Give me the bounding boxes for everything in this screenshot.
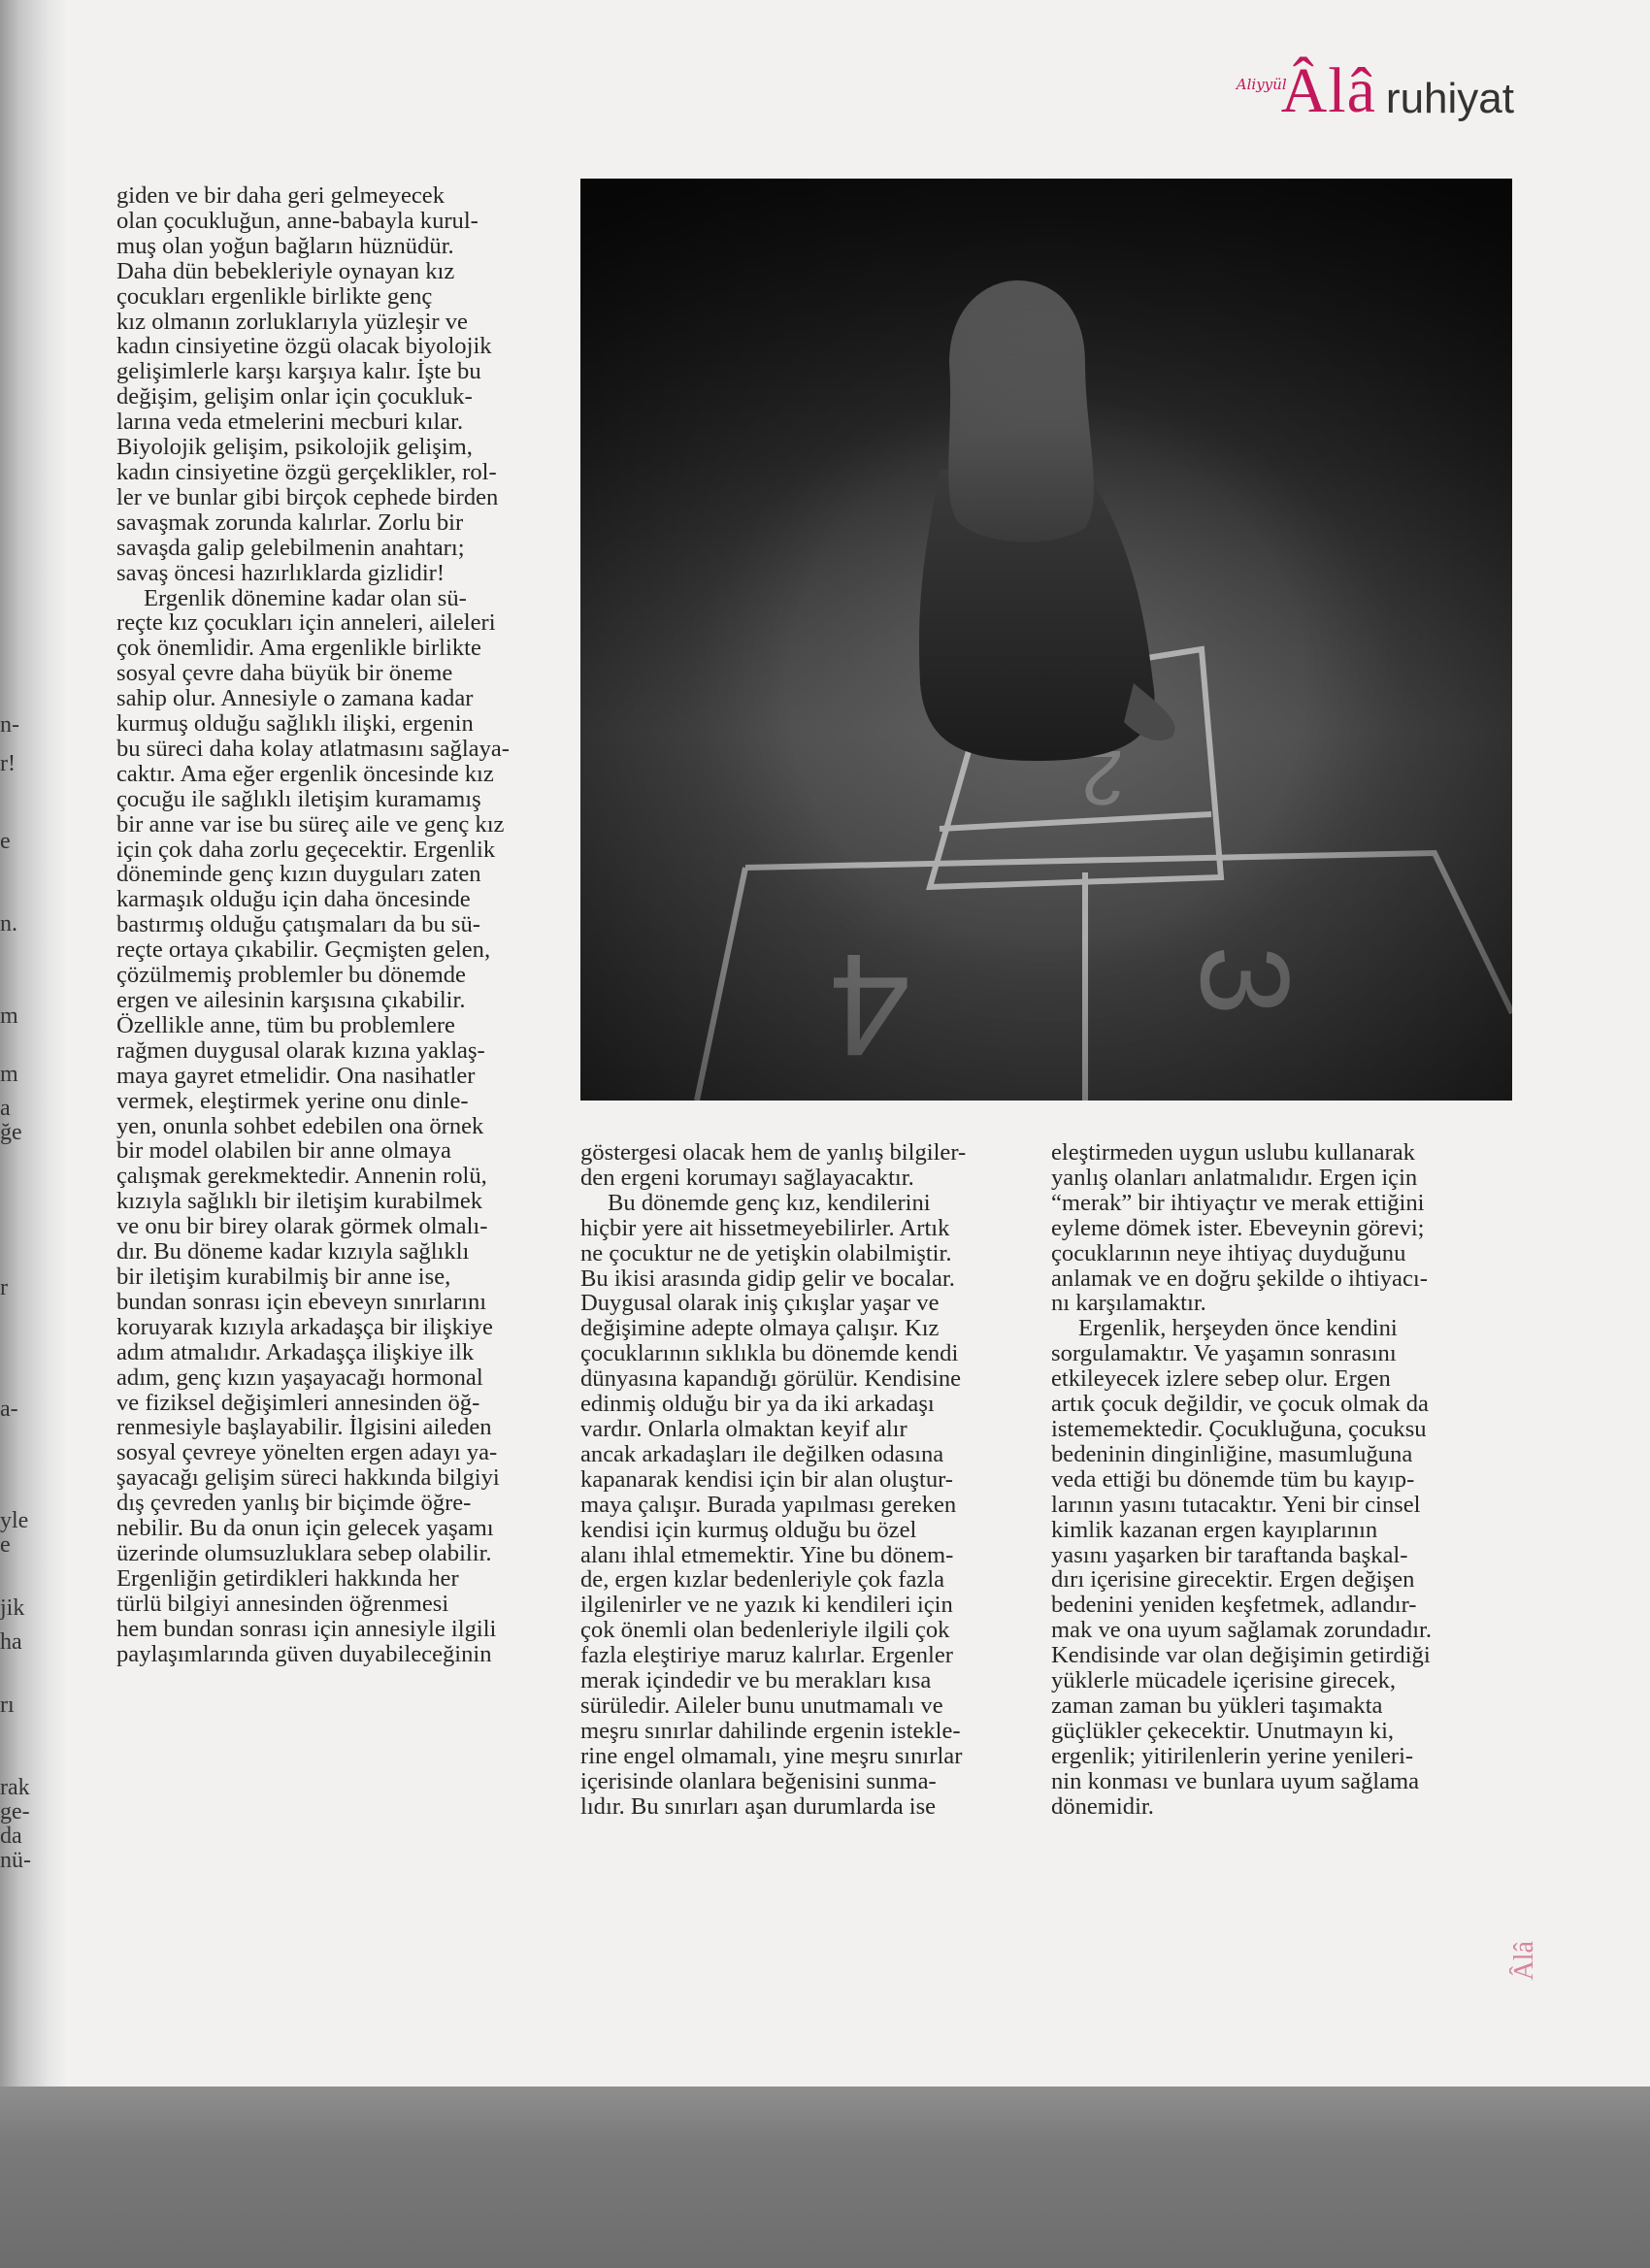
article-column-3 [1051,1140,1507,1819]
previous-page-edge [0,0,29,2087]
side-logo-mark: Âlâ [1509,1941,1539,1981]
paragraph: Ergenlik, herşeyden önce kendini sorgulamaktır. Ve yaşamın sonrasını etkileyecek izlere sebep olur. Ergen artık çocuk değildir, ve çocuk olmak da istememektedir. Çocukluğuna, çocuksu bedeninin dinginliğine, masumluğuna veda ettiği bu dönemde tüm bu kayıp- larının yasını tutacaktır. Yeni bir cinsel kimlik kazanan ergen kayıplarının yasını yaşarken bir taraftanda başkal- dırı içerisine girecektir. Ergen değişen bedenini yeniden keşfetmek, adlandır- mak ve ona uyum sağlamak zorundadır. Kendisinde var olan değişimin getirdiği yüklerle mücadele içerisine girecek, zaman zaman bu yükleri taşımakta güçlükler çekecektir. Unutmayın ki, ergenlik; yitirilenlerin yerine yenileri- nin konması ve bunlara uyum sağlama dönemidir. [1051,1315,1433,1820]
prev-page-text-fragment: rak [0,1775,30,1800]
prev-page-text-fragment: r! [0,751,16,776]
magazine-logo: Âlâ [1280,55,1376,126]
photo-girl-hopscotch [580,179,1512,1101]
article-column-2 [580,1140,1022,1819]
prev-page-text-fragment: r [0,1275,8,1300]
prev-page-text-fragment: da [0,1824,22,1849]
prev-page-text-fragment: a [0,1096,11,1121]
prev-page-text-fragment: rı [0,1693,15,1718]
section-title: ruhiyat [1385,75,1514,122]
paragraph: eleştirmeden uygun uslubu kullanarak yanlış olanları anlatmalıdır. Ergen için “merak” bir ihtiyaçtır ve merak ettiğini eyleme dömek ister. Ebeveynin görevi; çocuklarının neye ihtiyaç duyduğunu anlamak ve en doğru şekilde o ihtiyacı- nı karşılamaktır. [1051,1139,1428,1317]
article-photo [580,179,1512,1101]
magazine-header [1236,55,1514,126]
prev-page-text-fragment: m [0,1062,18,1087]
prev-page-text-fragment: a- [0,1397,18,1422]
prev-page-text-fragment: nü- [0,1848,31,1873]
paragraph: Ergenlik dönemine kadar olan sü- reçte kız çocukları için anneleri, aileleri çok önemlidir. Ama ergenlikle birlikte sosyal çevre daha büyük bir öneme sahip olur. Annesiyle o zamana kadar kurmuş olduğu sağlıklı ilişki, ergenin bu süreci daha kolay atlatmasını sağlaya- caktır. Ama eğer ergenlik öncesinde kız çocuğu ile sağlıklı iletişim kuramamış bir anne var ise bu süreç aile ve genç kız için çok daha zorlu geçecektir. Ergenlik döneminde genç kızın duyguları zaten karmaşık olduğu için daha öncesinde bastırmış olduğu çatışmaları da bu sü- reçte ortaya çıkabilir. Geçmişten gelen, çözülmemiş problemler bu dönemde ergen ve ailesinin karşısına çıkabilir. Özellikle anne, tüm bu problemlere rağmen duygusal olarak kızına yaklaş- maya gayret etmelidir. Ona nasihatler vermek, eleştirmek yerine onu dinle- yen, onunla sohbet edebilen ona örnek bir model olabilen bir anne olmaya çalışmak gerekmektedir. Annenin rolü, kızıyla sağlıklı bir iletişim kurabilmek ve onu bir birey olarak görmek olmalı- dır. Bu döneme kadar kızıyla sağlıklı bir iletişim kurabilmiş bir anne ise, bundan sonrası için ebeveyn sınırlarını koruyarak kızıyla arkadaşça bir ilişkiye adım atmalıdır. Arkadaşça ilişkiye ilk adım, genç kızın yaşayacağı hormonal ve fiziksel değişimleri annesinden öğ- renmesiyle başlayabilir. İlgisini aileden sosyal çevreye yönelten ergen adayı ya- şayacağı gelişim süreci hakkında bilgiyi dış çevreden yanlış bir biçimde öğre- nebilir. Bu da onun için gelecek yaşamı üzerinde olumsuzluklara sebep olabilir. Ergenliğin getirdikleri hakkında her türlü bilgiyi annesinden öğrenmesi hem bundan sonrası için annesiyle ilgili paylaşımlarında güven duyabileceğinin [116,584,510,1667]
prev-page-text-fragment: ğe [0,1120,22,1145]
article-column-1 [116,183,553,1666]
prev-page-text-fragment: n- [0,712,19,738]
prev-page-text-fragment: ge- [0,1799,30,1824]
prev-page-text-fragment: m [0,1003,18,1029]
paragraph: göstergesi olacak hem de yanlış bilgiler- den ergeni korumayı sağlayacaktır. [580,1139,967,1191]
paragraph: giden ve bir daha geri gelmeyecek olan çocukluğun, anne-babayla kurul- muş olan yoğun bağların hüznüdür. Daha dün bebekleriyle oynayan kız çocukları ergenlikle birlikte genç kız olmanın zorluklarıyla yüzleşir ve kadın cinsiyetine özgü olacak biyolojik gelişimlerle karşı karşıya kalır. İşte bu değişim, gelişim onlar için çocukluk- larına veda etmelerini mecburi kılar. Biyolojik gelişim, psikolojik gelişim, kadın cinsiyetine özgü gerçeklikler, rol- ler ve bunlar gibi birçok cephede birden savaşmak zorunda kalırlar. Zorlu bir savaşda galip gelebilmenin anahtarı; savaş öncesi hazırlıklarda gizlidir! [116,182,499,586]
prev-page-text-fragment: e [0,1532,11,1558]
logo-script: Aliyyül [1236,76,1287,93]
prev-page-text-fragment: ha [0,1629,22,1655]
scan-bottom-edge [0,2087,1650,2268]
prev-page-text-fragment: n. [0,911,17,937]
prev-page-text-fragment: yle [0,1508,29,1533]
prev-page-text-fragment: e [0,829,11,854]
prev-page-text-fragment: jik [0,1595,25,1621]
paragraph: Bu dönemde genç kız, kendilerini hiçbir yere ait hissetmeyebilirler. Artık ne çocuktur ne de yetişkin olabilmiştir. Bu ikisi arasında gidip gelir ve bocalar. Duygusal olarak iniş çıkışlar yaşar ve değişimine adepte olmaya çalışır. Kız çocuklarının sıklıkla bu dönemde kendi dünyasına kapandığı görülür. Kendisine edinmiş olduğu bir ya da iki arkadaşı vardır. Onlarla olmaktan keyif alır ancak arkadaşları ile değilken odasına kapanarak kendisi için bir alan oluştur- maya çalışır. Burada yapılması gereken kendisi için kurmuş olduğu bu özel alanı ihlal etmemektir. Yine bu dönem- de, ergen kızlar bedenleriyle çok fazla ilgilenirler ve ne yazık ki kendileri için çok önemli olan bedenleriyle ilgili çok fazla eleştiriye maruz kalırlar. Ergenler merak içindedir ve bu merakları kısa sürüledir. Aileler bunu unutmamalı ve meşru sınırlar dahilinde ergenin istekle- rine engel olmamalı, yine meşru sınırlar içerisinde olanlara beğenisini sunma- lıdır. Bu sınırları aşan durumlarda ise [580,1189,963,1820]
